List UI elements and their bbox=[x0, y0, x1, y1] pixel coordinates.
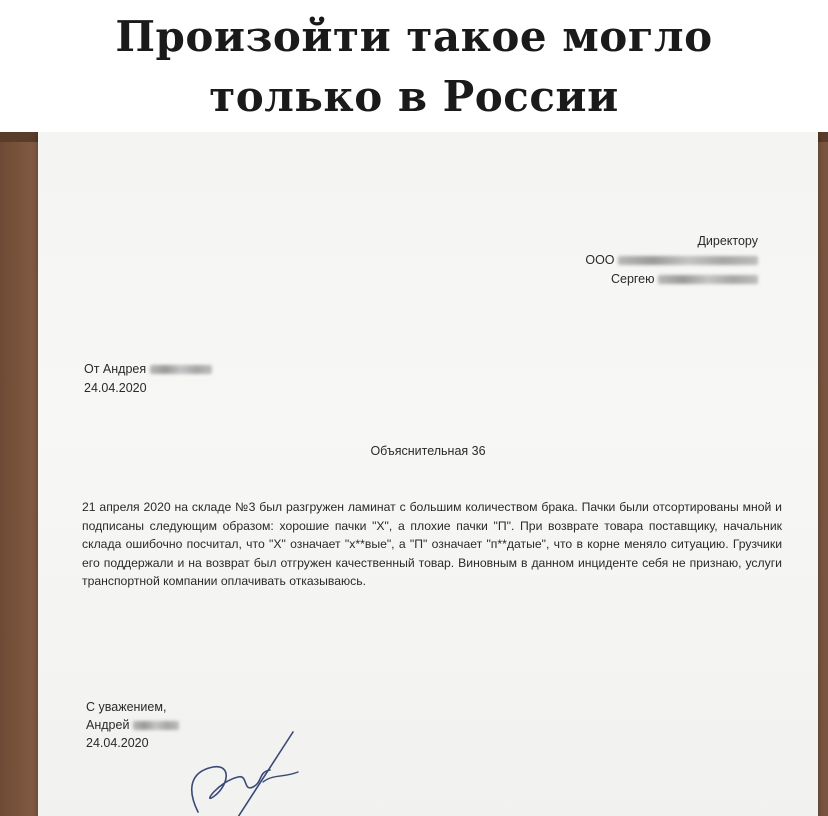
document-photo bbox=[0, 132, 828, 816]
sender-block bbox=[84, 360, 212, 398]
document-title: Объяснительная 36 bbox=[370, 444, 486, 458]
sender-date: 24.04.2020 bbox=[84, 381, 147, 395]
addressee-title: Директору bbox=[697, 234, 758, 248]
meme-headline bbox=[0, 0, 828, 132]
redacted-company-name bbox=[618, 256, 758, 265]
closing-name: Андрей bbox=[86, 718, 130, 732]
handwritten-signature bbox=[158, 712, 328, 816]
closing-date: 24.04.2020 bbox=[86, 736, 149, 750]
addressee-block bbox=[585, 232, 758, 289]
redacted-addressee-surname bbox=[658, 275, 758, 284]
addressee-company: ООО bbox=[585, 253, 615, 267]
headline-line-1: Произойти такое могло bbox=[115, 12, 713, 61]
addressee-name: Сергею bbox=[610, 272, 655, 286]
headline-line-2: только в России bbox=[209, 72, 619, 121]
sender-name: От Андрея bbox=[84, 362, 147, 376]
redacted-sender-surname bbox=[150, 365, 212, 374]
document-body: 21 апреля 2020 на складе №3 был разгружен ламинат с большим количеством брака. Пачки были отсортированы мной и подписаны следующим образом: хорошие пачки "Х", а плохие пачки "П". При возврате товара поставщику, начальник склада ошибочно посчитал, что "Х" означает "х**вые", а "П" означает "п**датые", что в корне меняло ситуацию. Грузчики его поддержали и на возврат был отгружен качественный товар. Виновным в данном инциденте себя не признаю, услуги транспортной компании оплачивать отказываюсь. bbox=[82, 500, 782, 588]
closing-salutation: С уважением, bbox=[86, 700, 167, 714]
paper-sheet bbox=[38, 132, 818, 816]
